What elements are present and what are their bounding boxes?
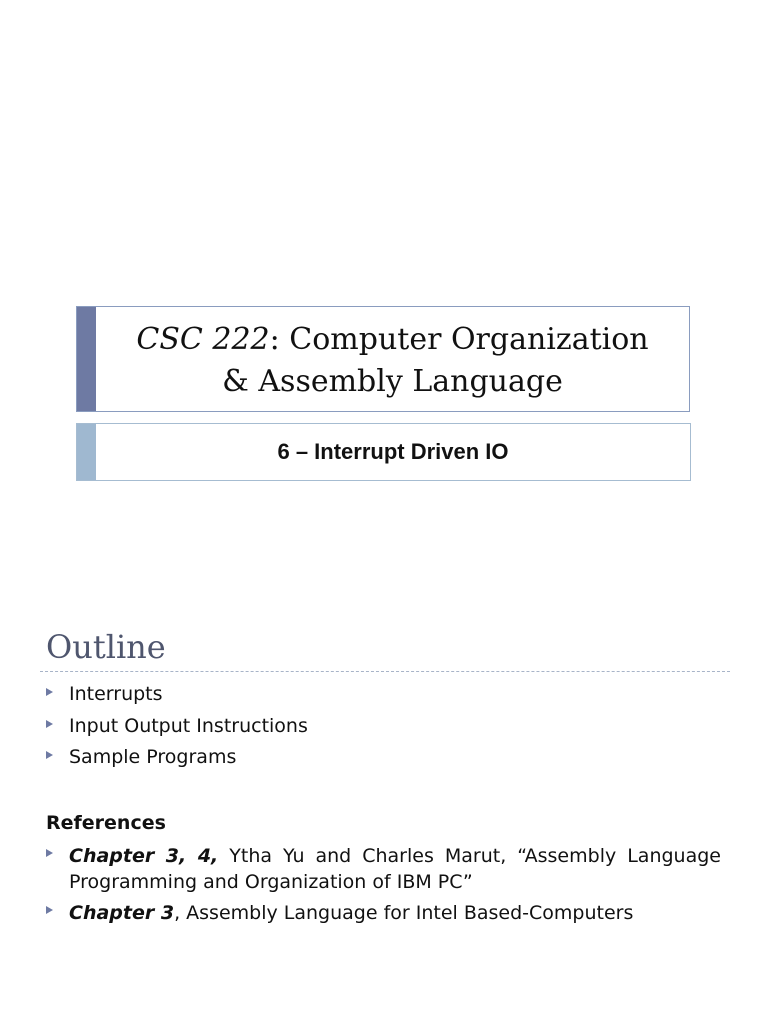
reference-text: , Assembly Language for Intel Based-Computers bbox=[174, 902, 634, 924]
triangle-bullet-icon bbox=[46, 688, 53, 696]
list-item-label: Interrupts bbox=[69, 683, 163, 705]
outline-list bbox=[46, 682, 308, 777]
title-line2: & Assembly Language bbox=[222, 364, 563, 399]
title-block bbox=[76, 306, 690, 412]
references-list bbox=[46, 843, 721, 931]
reference-chapter: Chapter 3, 4, bbox=[69, 845, 219, 867]
outline-heading: Outline bbox=[46, 628, 166, 666]
subtitle-block bbox=[76, 423, 691, 481]
reference-item bbox=[46, 843, 721, 895]
reference-item bbox=[46, 900, 721, 926]
title-rest-line1: : Computer Organization bbox=[269, 322, 649, 357]
triangle-bullet-icon bbox=[46, 849, 53, 857]
list-item-label: Sample Programs bbox=[69, 746, 237, 768]
heading-divider bbox=[40, 671, 730, 672]
list-item bbox=[46, 714, 308, 738]
title-accent-bar bbox=[77, 307, 96, 411]
subtitle-accent-bar bbox=[77, 424, 96, 480]
list-item-label: Input Output Instructions bbox=[69, 714, 308, 737]
slide-subtitle: 6 – Interrupt Driven IO bbox=[277, 439, 509, 464]
reference-text: Ytha Yu and Charles Marut, “Assembly Language Programming and Organization of IBM PC” bbox=[69, 845, 721, 893]
triangle-bullet-icon bbox=[46, 720, 53, 728]
course-code: CSC 222 bbox=[136, 322, 270, 357]
triangle-bullet-icon bbox=[46, 906, 53, 914]
triangle-bullet-icon bbox=[46, 751, 53, 759]
references-heading: References bbox=[46, 812, 166, 834]
reference-chapter: Chapter 3 bbox=[69, 902, 175, 924]
slide-title bbox=[96, 319, 689, 403]
list-item bbox=[46, 682, 308, 706]
list-item bbox=[46, 745, 308, 769]
